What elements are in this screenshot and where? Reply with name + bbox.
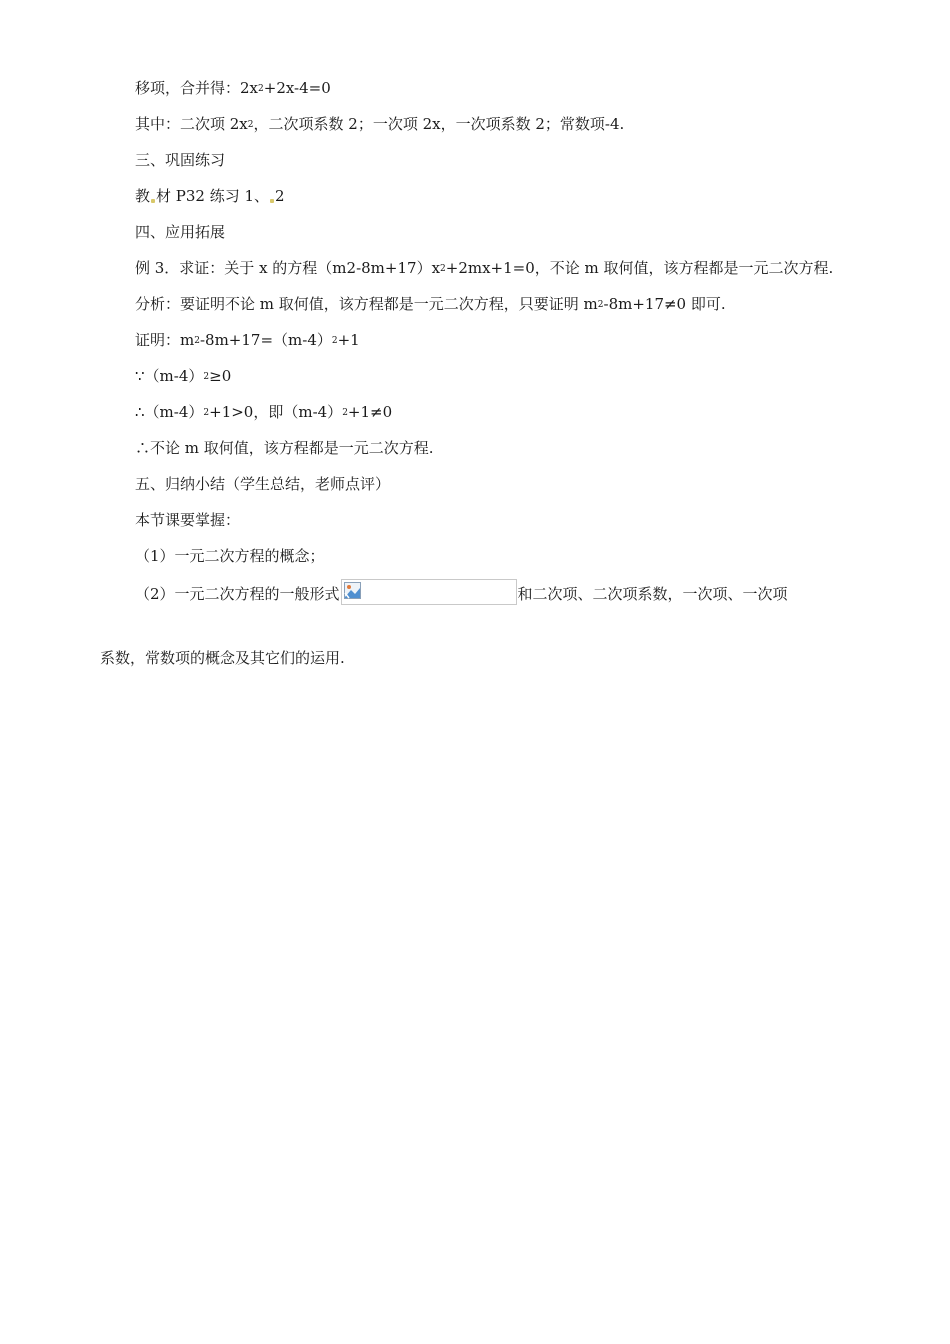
edit-mark-icon: [151, 199, 155, 203]
text-line-therefore-2: ∴不论 m 取何值，该方程都是一元二次方程.: [135, 439, 434, 457]
broken-image-placeholder: [341, 579, 517, 605]
text-line-point-2: （2）一元二次方程的一般形式 和二次项、二次项系数，一次项、一次项: [135, 582, 788, 608]
section-heading-5: 五、归纳小结（学生总结，老师点评）: [135, 475, 391, 493]
text-line-2: 其中：二次项 $2x^2$，二次项系数 2；一次项 2x，一次项系数 2；常数项-4.: [135, 115, 625, 133]
text-line-analysis: 分析：要证明不论 m 取何值，该方程都是一元二次方程，只要证明 $m^2-8m+17\ne 0$ 即可.: [135, 295, 726, 313]
text-line-point-2-continued: 系数，常数项的概念及其它们的运用.: [100, 649, 345, 667]
section-heading-3: 三、巩固练习: [135, 151, 226, 169]
text-line-therefore-1: $\therefore(m-4)^2+1>0$，即$(m-4)^2+1\ne 0$: [135, 403, 393, 421]
edit-mark-icon: [270, 199, 274, 203]
text-line-summary: 本节课要掌握：: [135, 511, 241, 529]
section-heading-4: 四、应用拓展: [135, 223, 226, 241]
text-line-example: 例 3．求证：关于 x 的方程$(m2-8m+17)x^2+2mx+1=0$，不论 m 取何值，该方程都是一元二次方程.: [135, 259, 834, 277]
text-line-1: 移项，合并得：$2x^2+2x-4=0$: [135, 79, 331, 97]
broken-image-icon: [344, 582, 361, 599]
text-line-point-1: （1）一元二次方程的概念；: [135, 547, 325, 565]
text-line-proof: 证明：$m^2-8m+17=(m-4)^2+1$: [135, 331, 360, 349]
text-line-4: 教 材 P32 练习 1、 2: [135, 187, 285, 205]
text-line-because: $\because(m-4)^2\ge 0$: [135, 367, 232, 385]
